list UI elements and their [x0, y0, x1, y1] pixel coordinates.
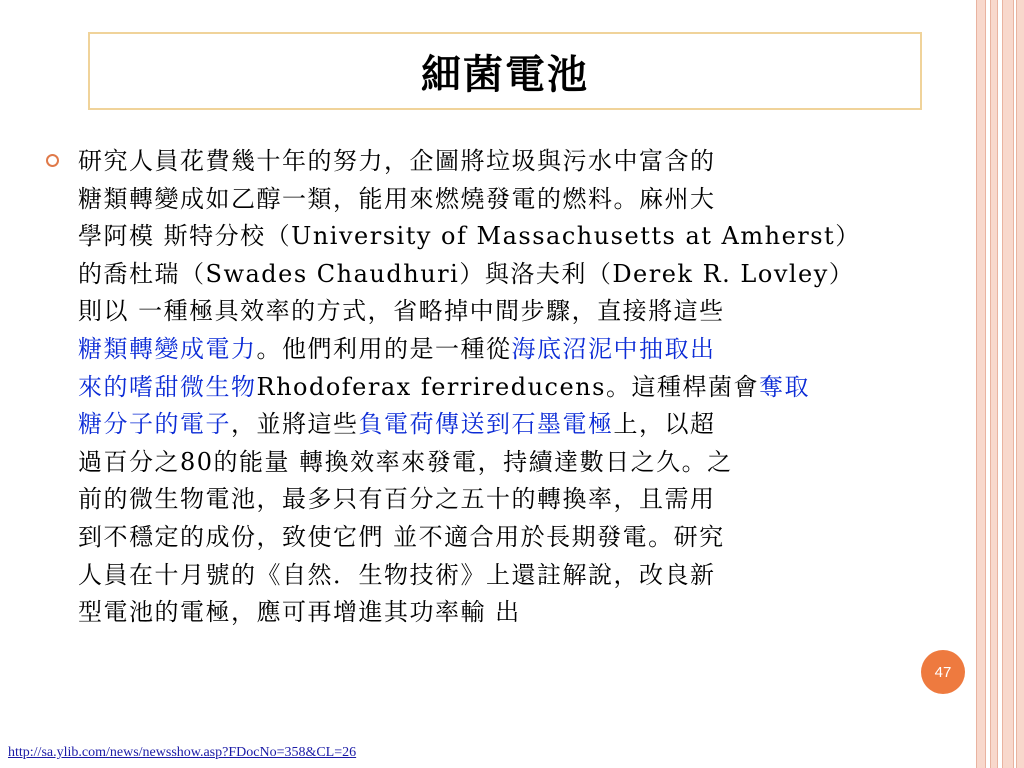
body-text-segment: 過百分之80的能量 轉換效率來發電，持續達數日之久。之 [78, 447, 733, 476]
highlighted-text: 糖類轉變成電力 [78, 334, 257, 363]
body-text-segment: 。他們利用的是一種從 [256, 334, 512, 363]
body-text-segment: 到不穩定的成份，致使它們 並不適合用於長期發電。研究 [78, 522, 725, 551]
page-number-badge: 47 [921, 650, 965, 694]
body-line [78, 218, 946, 256]
body-text-segment: 糖類轉變成如乙醇一類，能用來燃燒發電的燃料。麻州大 [78, 184, 716, 213]
source-link[interactable]: http://sa.ylib.com/news/newsshow.asp?FDocNo=358&CL=26 [8, 745, 357, 760]
body-paragraph [78, 143, 946, 632]
body-text-segment: 則以 一種極具效率的方式，省略掉中間步驟，直接將這些 [78, 297, 725, 326]
body-text-segment: 人員在十月號的《自然．生物技術》上還註解說，改良新 [78, 560, 716, 589]
body-line [78, 481, 946, 519]
bullet-icon [46, 154, 59, 167]
slide-title: 細菌電池 [421, 50, 589, 98]
decorative-stripe [1002, 0, 1014, 768]
body-line [78, 519, 946, 557]
body-text-segment: ，並將這些 [231, 410, 359, 439]
title-box [88, 32, 922, 110]
body-text-segment: 學阿模 斯特分校（University of Massachusetts at Amherst） [78, 222, 861, 251]
highlighted-text: 海底沼泥中抽取出 [511, 334, 716, 363]
highlighted-text: 負電荷傳送到石墨電極 [358, 410, 614, 439]
highlighted-text: 糖分子的電子 [78, 410, 231, 439]
body-line [78, 594, 946, 632]
body-line [78, 406, 946, 444]
body-line [78, 369, 946, 407]
body-text-segment: Rhodoferax ferrireducens。這種桿菌會 [256, 372, 759, 401]
decorative-stripe [976, 0, 986, 768]
body-line [78, 444, 946, 482]
body-line [78, 256, 946, 294]
decorative-stripe [1016, 0, 1024, 768]
body-text-segment: 研究人員花費幾十年的努力，企圖將垃圾與污水中富含的 [78, 147, 716, 175]
body-text-segment: 前的微生物電池，最多只有百分之五十的轉換率，且需用 [78, 485, 716, 514]
body-line [78, 557, 946, 595]
body-line [78, 293, 946, 331]
body-line [78, 143, 946, 181]
body-line [78, 181, 946, 219]
body-text-segment: 型電池的電極，應可再增進其功率輸 出 [78, 598, 521, 627]
body-text-segment: 的喬杜瑞（Swades Chaudhuri）與洛夫利（Derek R. Lovley） [78, 259, 855, 288]
highlighted-text: 奪取 [758, 372, 810, 401]
body-text-segment: 上，以超 [613, 410, 716, 439]
decorative-stripe [990, 0, 998, 768]
body-line [78, 331, 946, 369]
highlighted-text: 來的嗜甜微生物 [78, 372, 257, 401]
